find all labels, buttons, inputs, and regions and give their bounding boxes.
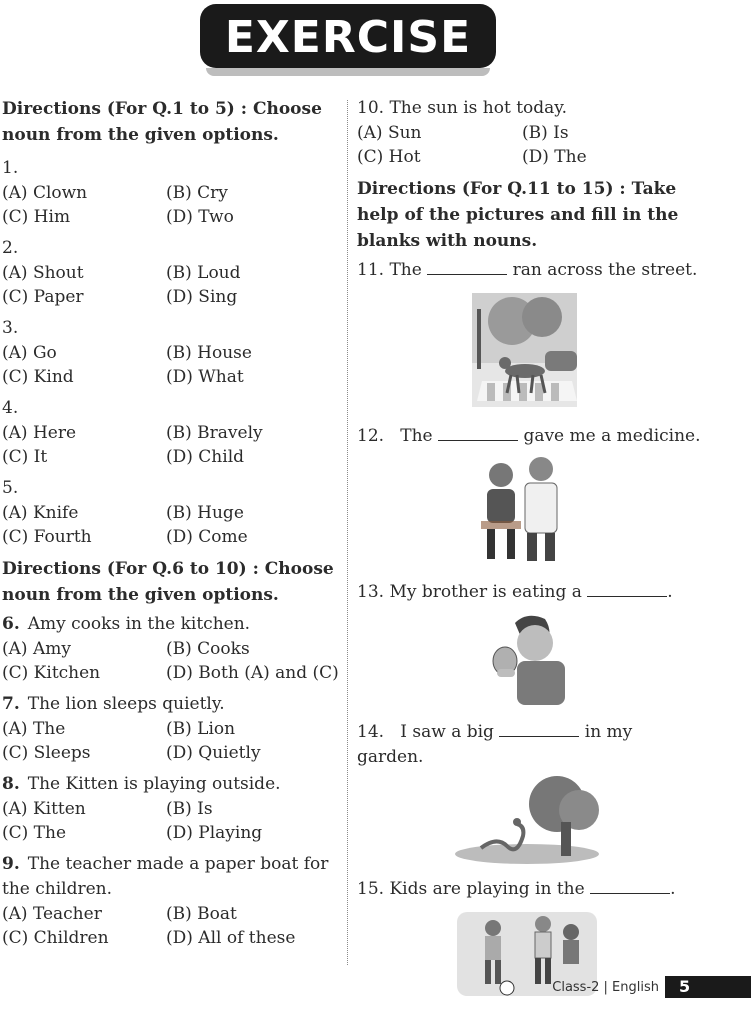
option-c[interactable]: (C) Children: [2, 928, 109, 948]
option-b[interactable]: (B) Boat: [166, 904, 237, 924]
options-row: [2, 261, 342, 285]
question-text-pre: The: [400, 426, 433, 446]
option-d[interactable]: (D) Both (A) and (C): [166, 663, 339, 683]
boy-eating-mango-illustration: [357, 611, 702, 707]
options-row: [2, 285, 342, 309]
answer-blank[interactable]: [438, 426, 518, 441]
question-8: [2, 772, 342, 845]
option-c[interactable]: (C) Him: [2, 207, 71, 227]
question-text-post: in my garden.: [357, 722, 633, 767]
options-row: [2, 525, 342, 549]
option-b[interactable]: (B) Is: [522, 123, 569, 143]
options-row: [2, 797, 342, 821]
option-a[interactable]: (A) Go: [2, 343, 57, 363]
question-11: [357, 258, 702, 420]
option-d[interactable]: (D) Two: [166, 207, 234, 227]
exercise-banner: [200, 4, 496, 68]
dog-crossing-street-illustration: [357, 289, 702, 409]
doctor-patient-illustration: [357, 455, 702, 567]
question-5: [2, 476, 342, 549]
question-number: 6.: [2, 614, 20, 634]
question-1: [2, 156, 342, 229]
option-a[interactable]: (A) Here: [2, 423, 77, 443]
question-number: 4.: [2, 398, 19, 418]
question-text-pre: I saw a big: [400, 722, 494, 742]
page-footer: [552, 976, 751, 998]
left-column: [2, 96, 342, 957]
option-d[interactable]: (D) Sing: [166, 287, 238, 307]
option-b[interactable]: (B) Huge: [166, 503, 244, 523]
question-number: 12.: [357, 426, 385, 446]
footer-label: Class-2 | English: [552, 979, 659, 995]
question-2: [2, 236, 342, 309]
option-c[interactable]: (C) Sleeps: [2, 743, 91, 763]
option-b[interactable]: (B) Cooks: [166, 639, 250, 659]
option-a[interactable]: (A) The: [2, 719, 66, 739]
options-row: [2, 181, 342, 205]
question-text-pre: Kids are playing in the: [389, 879, 585, 899]
question-number: 9.: [2, 854, 20, 874]
options-row: [2, 902, 342, 926]
question-text: The sun is hot today.: [389, 98, 568, 118]
question-number: 8.: [2, 774, 20, 794]
question-text: The teacher made a paper boat for the children.: [2, 854, 329, 899]
option-a[interactable]: (A) Kitten: [2, 799, 86, 819]
option-c[interactable]: (C) Kind: [2, 367, 74, 387]
question-number: 10.: [357, 98, 385, 118]
options-row: [357, 145, 702, 169]
option-a[interactable]: (A) Teacher: [2, 904, 102, 924]
options-row: [2, 741, 342, 765]
directions-q1-5: Directions (For Q.1 to 5) : Choose noun from the given options.: [2, 99, 322, 145]
answer-blank[interactable]: [587, 582, 667, 597]
options-row: [2, 926, 342, 950]
question-number: 13.: [357, 582, 385, 602]
question-text-pre: The: [389, 260, 422, 280]
option-d[interactable]: (D) Quietly: [166, 743, 261, 763]
question-text-post: gave me a medicine.: [523, 426, 701, 446]
question-number: 7.: [2, 694, 20, 714]
options-row: [2, 637, 342, 661]
question-7: [2, 692, 342, 765]
right-column: [357, 96, 702, 1009]
option-b[interactable]: (B) Cry: [166, 183, 228, 203]
option-c[interactable]: (C) It: [2, 447, 48, 467]
question-text-post: .: [667, 582, 673, 602]
options-row: [2, 341, 342, 365]
question-number: 1.: [2, 158, 19, 178]
question-9: [2, 852, 342, 950]
question-text-post: .: [670, 879, 676, 899]
option-a[interactable]: (A) Clown: [2, 183, 88, 203]
page-number: 5: [665, 976, 751, 998]
answer-blank[interactable]: [590, 879, 670, 894]
options-row: [2, 445, 342, 469]
question-number: 15.: [357, 879, 385, 899]
question-number: 14.: [357, 722, 385, 742]
question-12: [357, 424, 702, 578]
option-d[interactable]: (D) Child: [166, 447, 245, 467]
option-a[interactable]: (A) Amy: [2, 639, 71, 659]
option-a[interactable]: (A) Knife: [2, 503, 79, 523]
options-row: [2, 365, 342, 389]
option-d[interactable]: (D) Come: [166, 527, 248, 547]
question-6: [2, 612, 342, 685]
option-d[interactable]: (D) Playing: [166, 823, 263, 843]
question-number: 11.: [357, 260, 385, 280]
option-a[interactable]: (A) Sun: [357, 123, 422, 143]
answer-blank[interactable]: [427, 260, 507, 275]
question-3: [2, 316, 342, 389]
option-b[interactable]: (B) House: [166, 343, 252, 363]
option-b[interactable]: (B) Lion: [166, 719, 236, 739]
option-a[interactable]: (A) Shout: [2, 263, 84, 283]
option-c[interactable]: (C) The: [2, 823, 67, 843]
question-number: 3.: [2, 318, 19, 338]
option-b[interactable]: (B) Loud: [166, 263, 241, 283]
snake-under-tree-illustration: [357, 776, 702, 866]
options-row: [2, 821, 342, 845]
option-d[interactable]: (D) All of these: [166, 928, 296, 948]
options-row: [2, 661, 342, 685]
question-text-pre: My brother is eating a: [389, 582, 582, 602]
option-c[interactable]: (C) Hot: [357, 147, 421, 167]
column-divider: [347, 100, 348, 965]
directions-q11-15: Directions (For Q.11 to 15) : Take help of the pictures and fill in the blanks with nouns.: [357, 179, 679, 251]
options-row: [2, 717, 342, 741]
question-14: [357, 720, 702, 877]
question-text: The Kitten is playing outside.: [27, 774, 281, 794]
options-row: [357, 121, 702, 145]
option-b[interactable]: (B) Bravely: [166, 423, 263, 443]
question-13: [357, 580, 702, 718]
answer-blank[interactable]: [499, 722, 579, 737]
option-c[interactable]: (C) Kitchen: [2, 663, 101, 683]
option-d[interactable]: (D) What: [166, 367, 244, 387]
options-row: [2, 205, 342, 229]
options-row: [2, 421, 342, 445]
option-c[interactable]: (C) Paper: [2, 287, 84, 307]
question-text: The lion sleeps quietly.: [27, 694, 225, 714]
question-4: [2, 396, 342, 469]
page-title: EXERCISE: [224, 12, 472, 63]
question-text-post: ran across the street.: [512, 260, 698, 280]
question-number: 5.: [2, 478, 19, 498]
question-number: 2.: [2, 238, 19, 258]
question-10: [357, 96, 702, 169]
options-row: [2, 501, 342, 525]
option-d[interactable]: (D) The: [522, 147, 587, 167]
option-b[interactable]: (B) Is: [166, 799, 213, 819]
question-text: Amy cooks in the kitchen.: [27, 614, 251, 634]
option-c[interactable]: (C) Fourth: [2, 527, 92, 547]
directions-q6-10: Directions (For Q.6 to 10) : Choose noun from the given options.: [2, 559, 334, 605]
